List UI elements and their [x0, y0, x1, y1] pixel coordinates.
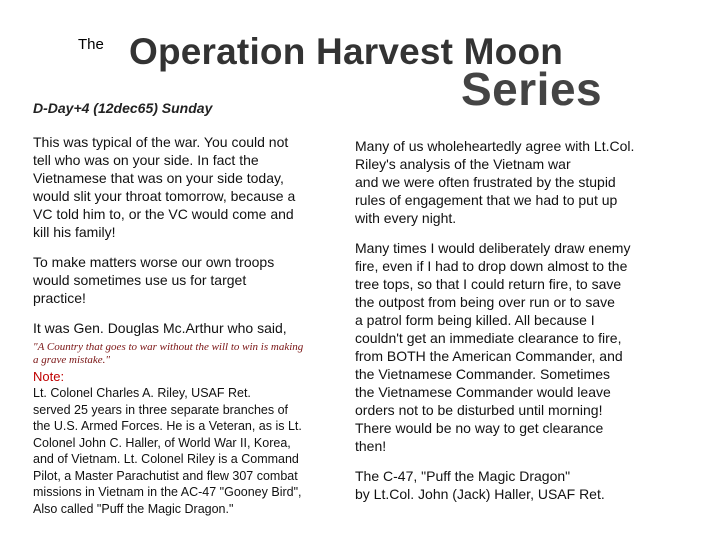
title-prefix: The [78, 36, 104, 53]
series-label: Series [461, 63, 603, 115]
left-paragraph-2: To make matters worse our own troops would sometimes use us for target practice! [33, 254, 275, 306]
note-label: Note: [33, 369, 65, 384]
left-paragraph-1: This was typical of the war. You could not tell who was on your side. In fact the Vietnamese that was on your side today, would slit your throat tomorrow, because a VC told him to, or the VC would come and kill his family! [33, 134, 296, 240]
left-paragraph-3: It was Gen. Douglas Mc.Arthur who said, [33, 320, 287, 336]
macarthur-quote: "A Country that goes to war without the will to win is making a grave mistake." [33, 341, 304, 366]
note-body: Lt. Colonel Charles A. Riley, USAF Ret. served 25 years in three separate branches of the U.S. Armed Forces. He is a Veteran, as is Lt. Colonel John C. Haller, of World War II, Korea, and of Vietnam. Lt. Colonel Riley is a Command Pilot, a Master Parachutist and flew 307 combat missions in Vietnam in the AC-47 "Gooney Bird", Also called "Puff the Magic Dragon." [33, 386, 302, 516]
right-paragraph-3: The C-47, "Puff the Magic Dragon" by Lt.Col. John (Jack) Haller, USAF Ret. [355, 468, 605, 502]
left-column [33, 133, 338, 517]
right-paragraph-2: Many times I would deliberately draw enemy fire, even if I had to drop down almost to the tree tops, so that I could return fire, to save the outpost from being over run or to save a patrol form being killed. All because I couldn't get an immediate clearance to fire, from BOTH the American Commander, and the Vietnamese Commander. Sometimes the Vietnamese Commander would leave orders not to be disturbed until morning! There would be no way to get clearance then! [355, 240, 631, 454]
right-paragraph-1: Many of us wholeheartedly agree with Lt.Col. Riley's analysis of the Vietnam war and we were often frustrated by the stupid rules of engagement that we had to put up with every night. [355, 138, 635, 226]
page-title: Operation Harvest Moon [129, 31, 564, 72]
right-column [355, 137, 685, 515]
date-subtitle: D-Day+4 (12dec65) Sunday [33, 100, 213, 116]
